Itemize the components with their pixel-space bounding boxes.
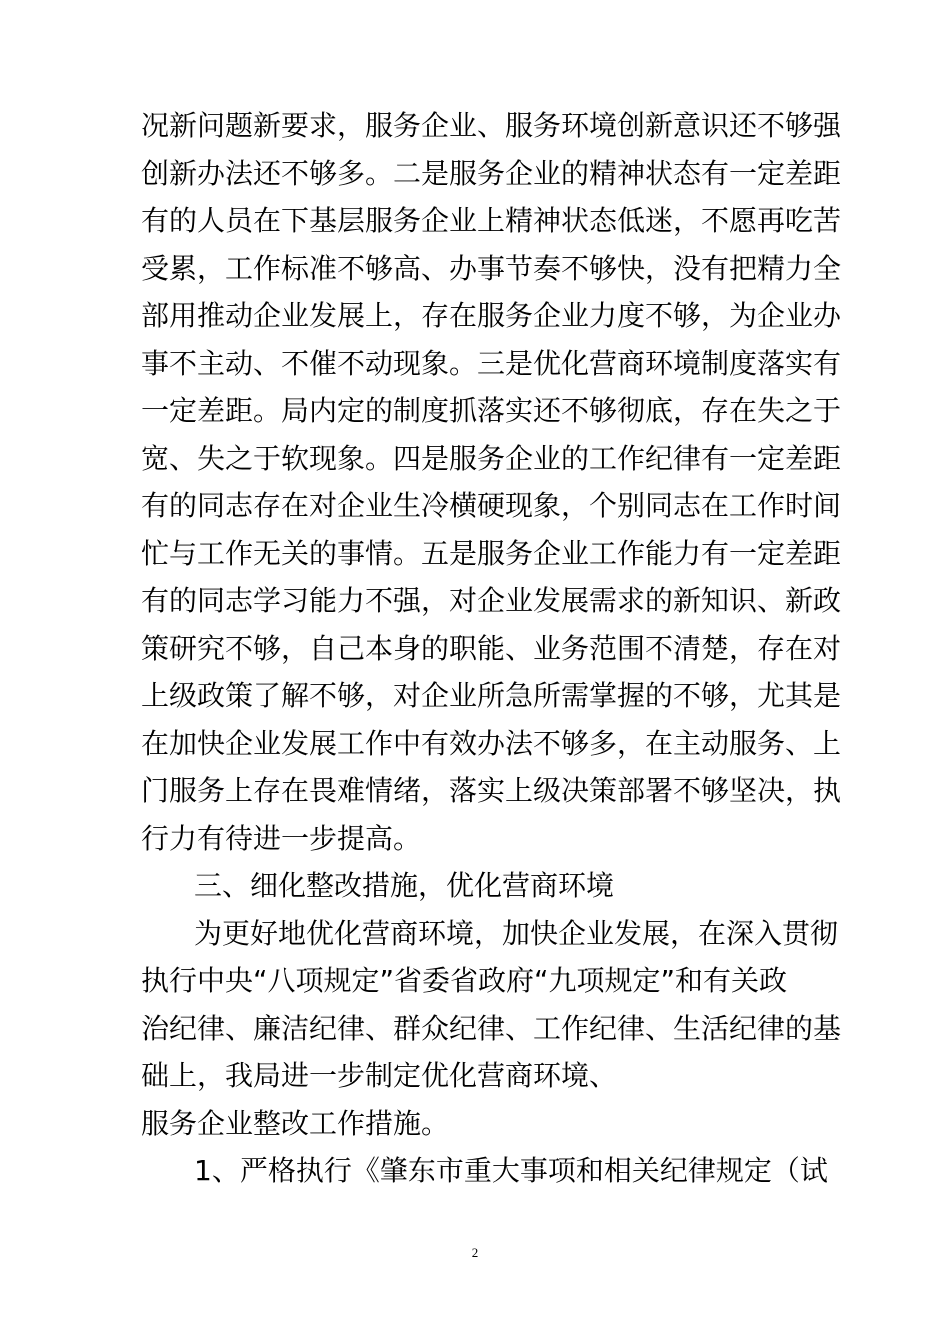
text-line: 为更好地优化营商环境，加快企业发展，在深入贯彻	[194, 916, 839, 950]
page-number: 2	[471, 1245, 479, 1260]
text-line: 上级政策了解不够，对企业所急所需掌握的不够，尤其是	[141, 679, 842, 712]
text-line: 事不主动、不催不动现象。三是优化营商环境制度落实有	[141, 346, 842, 380]
text-line: 治纪律、廉洁纪律、群众纪律、工作纪律、生活纪律的基	[141, 1011, 842, 1045]
text-line: 一定差距。局内定的制度抓落实还不够彻底，存在失之于	[141, 394, 842, 427]
text-line: 有的同志学习能力不强，对企业发展需求的新知识、新政	[141, 584, 842, 617]
section-heading: 三、细化整改措施，优化营商环境	[194, 869, 615, 902]
text-line: 创新办法还不够多。二是服务企业的精神状态有一定差距	[141, 156, 842, 190]
text-line: 础上，我局进一步制定优化营商环境、	[141, 1059, 618, 1092]
text-line: 忙与工作无关的事情。五是服务企业工作能力有一定差距	[141, 536, 842, 570]
text-line: 门服务上存在畏难情绪，落实上级决策部署不够坚决，执	[141, 774, 842, 807]
text-line: 有的人员在下基层服务企业上精神状态低迷，不愿再吃苦	[141, 204, 842, 237]
text-line: 策研究不够，自己本身的职能、业务范围不清楚，存在对	[141, 631, 842, 665]
text-line: 部用推动企业发展上，存在服务企业力度不够，为企业办	[141, 299, 842, 332]
text-line: 受累，工作标准不够高、办事节奏不够快，没有把精力全	[141, 251, 842, 285]
text-line: 1、严格执行《肇东市重大事项和相关纪律规定（试	[194, 1154, 828, 1187]
text-line: 宽、失之于软现象。四是服务企业的工作纪律有一定差距	[141, 441, 842, 475]
text-line: 执行中央“八项规定”省委省政府“九项规定”和有关政	[141, 964, 788, 997]
text-line: 行力有待进一步提高。	[141, 821, 422, 855]
text-line: 有的同志存在对企业生冷横硬现象，个别同志在工作时间	[141, 489, 842, 522]
text-line: 况新问题新要求，服务企业、服务环境创新意识还不够强	[141, 109, 842, 142]
text-line: 服务企业整改工作措施。	[141, 1106, 450, 1140]
body-text	[141, 102, 842, 1195]
text-line: 在加快企业发展工作中有效办法不够多，在主动服务、上	[141, 726, 842, 760]
